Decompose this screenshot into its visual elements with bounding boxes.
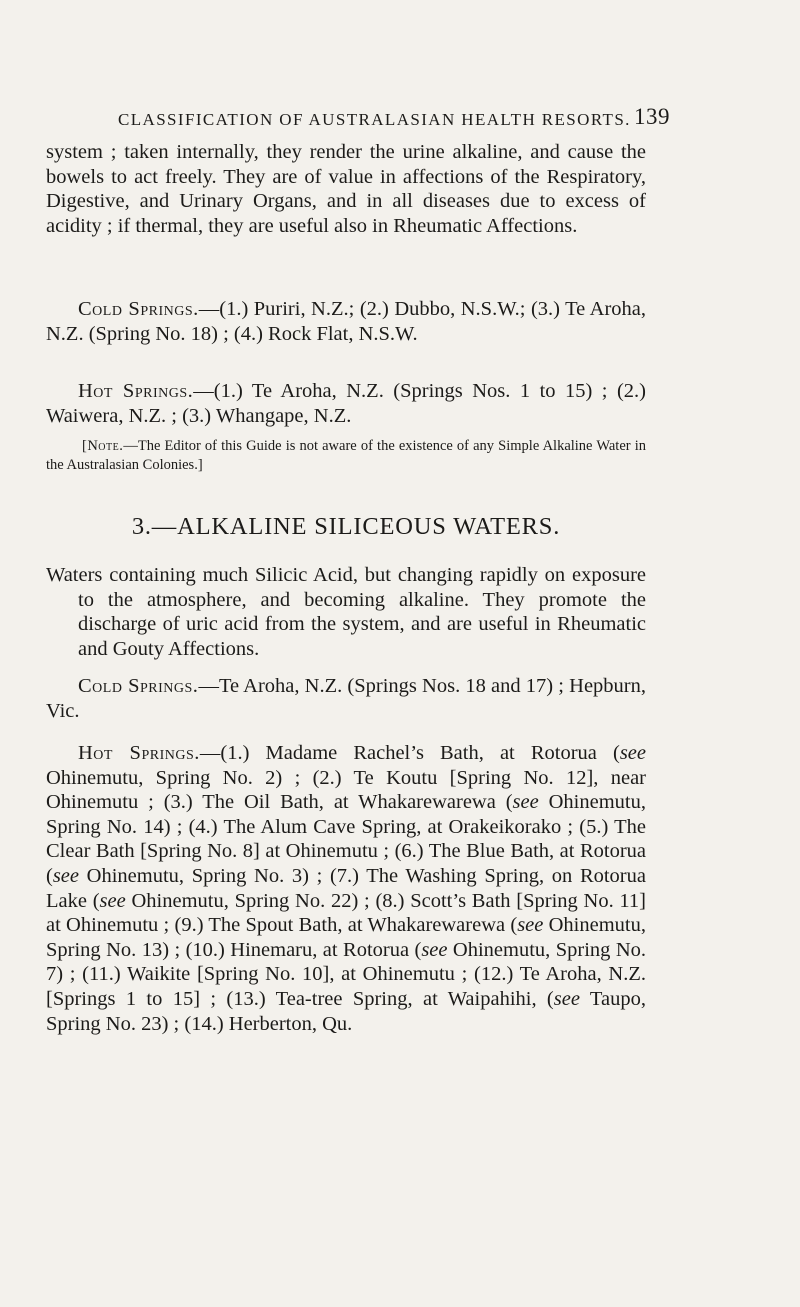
see-ref: see bbox=[421, 938, 448, 961]
see-ref: see bbox=[619, 742, 646, 764]
s3-cold-label: Cold Springs. bbox=[78, 675, 199, 697]
running-head: CLASSIFICATION OF AUSTRALASIAN HEALTH RESORTS. bbox=[118, 110, 631, 129]
section-2-cold-springs bbox=[46, 297, 646, 346]
see-ref: see bbox=[553, 987, 580, 1010]
cold-springs-paragraph bbox=[46, 297, 646, 346]
s3-hot-text-6: Ohinemutu, Spring No. 13) ; (10.) Hinemaru, at Rotorua ( bbox=[46, 914, 646, 961]
s3-hot-text-5: Ohinemutu, Spring No. 22) ; (8.) Scott’s Bath [Spring No. 11] at Ohinemutu ; (9.) The Spout Bath, at Whakarewarewa ( bbox=[46, 889, 647, 937]
s3-hot-paragraph bbox=[46, 741, 646, 1036]
section-3-hot-springs bbox=[46, 741, 646, 1036]
continuation-text: system ; taken internally, they render the urine alkaline, and cause the bowels to act freely. They are of value in affections of the Respiratory, Digestive, and Urinary Organs, and in all diseases due to excess of acidity ; if thermal, they are useful also in Rheumatic Affections. bbox=[46, 141, 646, 237]
s3-hot-text-8: Taupo, Spring No. 23) ; (14.) Herberton, Qu. bbox=[46, 987, 646, 1035]
section-3-cold-springs bbox=[46, 674, 646, 723]
s3-hot-label: Hot Springs. bbox=[78, 742, 200, 764]
intro-paragraph bbox=[46, 563, 646, 661]
see-ref: see bbox=[99, 889, 126, 912]
s3-hot-text-7: Ohinemutu, Spring No. 7) ; (11.) Waikite [Spring No. 10], at Ohinemutu ; (12.) Te Aroha, N.Z. [Springs 1 to 15] ; (13.) Tea-tree Spring, at Waipahihi, ( bbox=[46, 938, 646, 1010]
cold-springs-text: —(1.) Puriri, N.Z.; (2.) Dubbo, N.S.W.; (3.) Te Aroha, N.Z. (Spring No. 18) ; (4.) Rock Flat, N.S.W. bbox=[46, 298, 646, 345]
editor-note-paragraph bbox=[46, 437, 646, 475]
see-ref: see bbox=[517, 914, 544, 937]
s3-hot-text-4: Ohinemutu, Spring No. 3) ; (7.) The Washing Spring, on Rotorua Lake ( bbox=[46, 864, 646, 912]
s3-cold-text: —Te Aroha, N.Z. (Springs Nos. 18 and 17) ; Hepburn, Vic. bbox=[46, 675, 647, 722]
see-ref: see bbox=[512, 791, 539, 814]
editor-note bbox=[46, 437, 646, 475]
cold-springs-label: Cold Springs. bbox=[78, 298, 199, 320]
note-text: —The Editor of this Guide is not aware of the existence of any Simple Alkaline Water in the Australasian Colonies.] bbox=[46, 438, 646, 473]
s3-hot-text-1: —(1.) Madame Rachel’s Bath, at Rotorua ( bbox=[199, 742, 620, 764]
section-2-continuation bbox=[46, 140, 646, 238]
see-ref: see bbox=[52, 864, 80, 887]
hot-springs-label: Hot Springs. bbox=[78, 380, 194, 402]
continuation-paragraph bbox=[46, 140, 646, 238]
section-3-heading: 3.—ALKALINE SILICEOUS WATERS. bbox=[131, 513, 561, 540]
s3-cold-paragraph bbox=[46, 674, 646, 723]
hot-springs-text: —(1.) Te Aroha, N.Z. (Springs Nos. 1 to 15) ; (2.) Waiwera, N.Z. ; (3.) Whangape, N.Z. bbox=[46, 380, 646, 427]
note-label: [Note. bbox=[82, 438, 124, 454]
s3-hot-text-3: Ohinemutu, Spring No. 14) ; (4.) The Alum Cave Spring, at Orakeikorako ; (5.) The Clear Bath [Spring No. 8] at Ohinemutu ; (6.) The Blue Bath, at Rotorua ( bbox=[46, 791, 646, 887]
hot-springs-paragraph bbox=[46, 379, 646, 428]
page-number: 139 bbox=[634, 104, 670, 129]
intro-text: Waters containing much Silicic Acid, but changing rapidly on exposure to the atmosphere, and becoming alkaline. They promote the discharge of uric acid from the system, and are useful in Rheumatic and Gouty Affections. bbox=[46, 564, 646, 660]
section-2-hot-springs bbox=[46, 379, 646, 428]
s3-hot-text-2: Ohinemutu, Spring No. 2) ; (2.) Te Koutu [Spring No. 12], near Ohinemutu ; (3.) The Oil Bath, at Whakarewarewa ( bbox=[46, 766, 646, 814]
section-3-intro bbox=[46, 563, 646, 661]
